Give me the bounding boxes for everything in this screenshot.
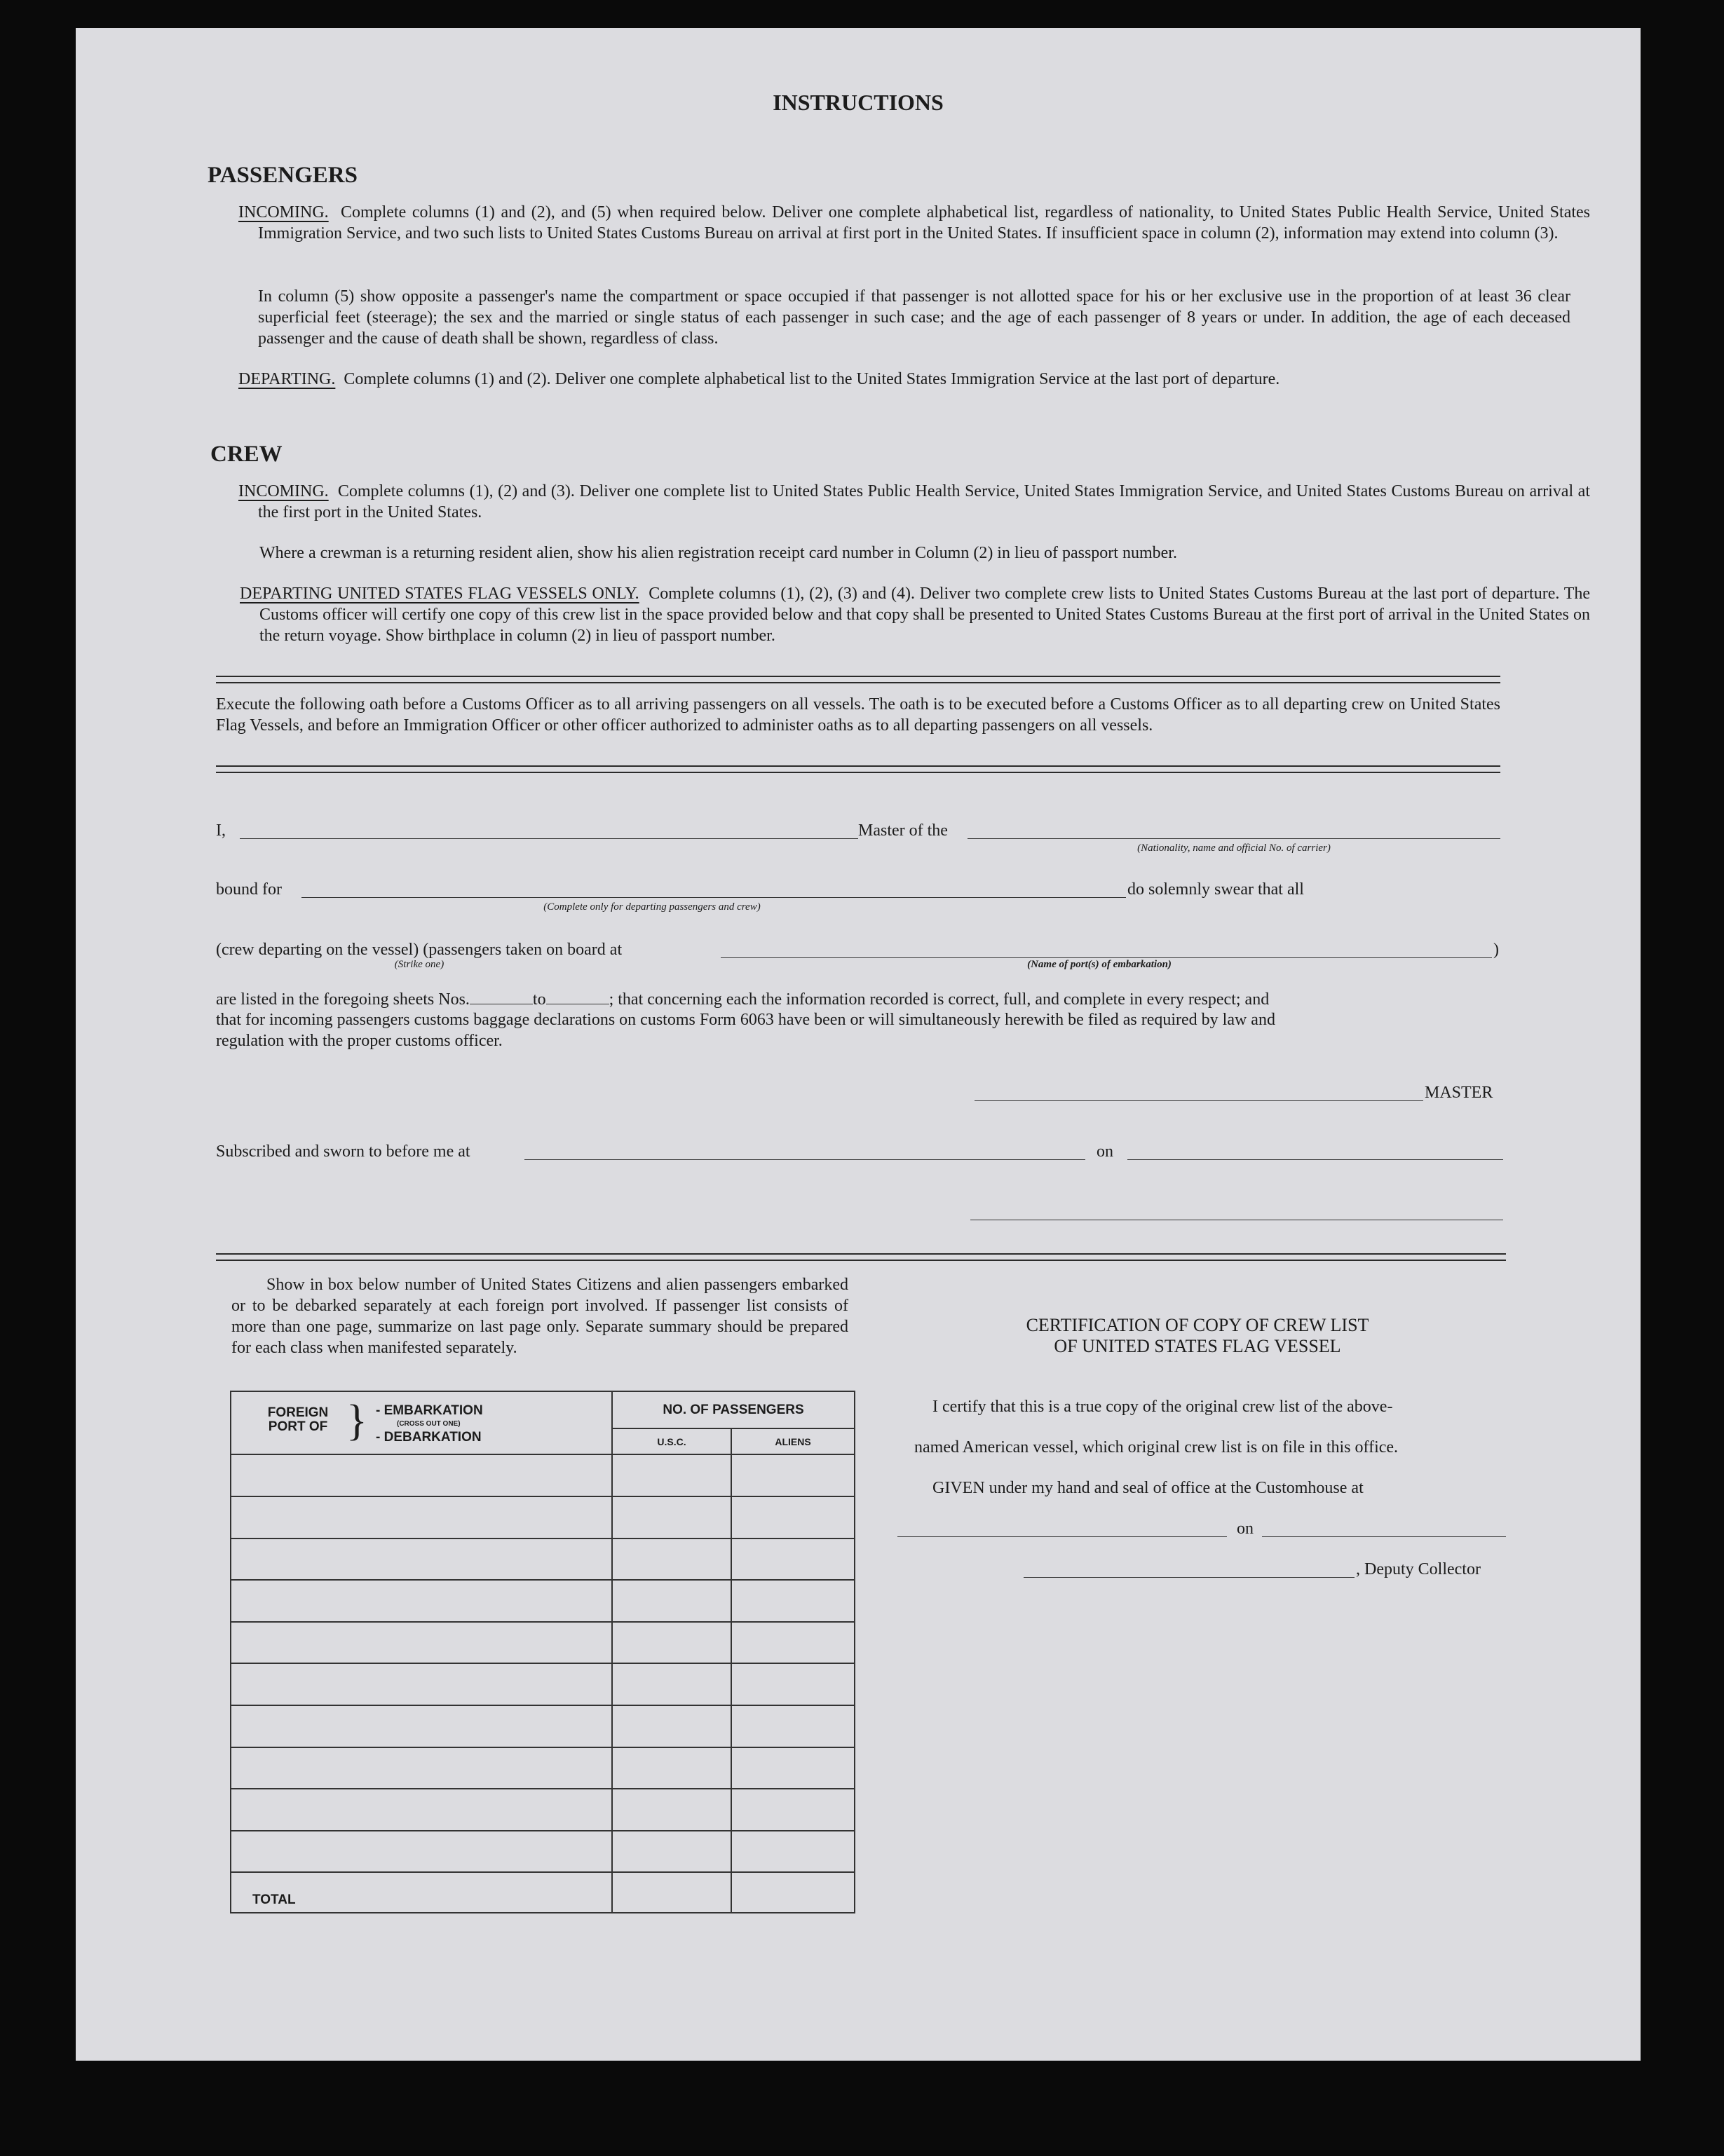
listed-line-3: regulation with the proper customs officer. xyxy=(216,1032,503,1050)
usc-cell[interactable] xyxy=(612,1705,731,1747)
table-row xyxy=(231,1747,855,1789)
passengers-column5-paragraph: In column (5) show opposite a passenger's name the compartment or space occupied if that passenger is not allotted space for his or her exclusive use in the proportion of at least 36 clear superficial feet (steerage); the sex and the married or single status of each passenger in such case; and the age of each passenger of 8 years or under. In addition, the age of each deceased passenger and the cause of death shall be shown, regardless of class. xyxy=(258,287,1570,348)
table-row xyxy=(231,1622,855,1664)
departing-note: (Complete only for departing passengers and crew) xyxy=(543,901,761,913)
aliens-cell[interactable] xyxy=(731,1580,855,1622)
embarkation-label: - EMBARKATION xyxy=(376,1403,483,1418)
sheet-from-field[interactable] xyxy=(470,990,533,1004)
certify-line-1: I certify that this is a true copy of the original crew list of the above- xyxy=(932,1398,1393,1416)
passengers-incoming-text: Complete columns (1) and (2), and (5) when required below. Deliver one complete alphabetical list, regardless of nationality, to United States Public Health Service, United States Immigration Service, and two such lists to United States Customs Bureau on arrival at first port in the United States. If insufficient space in column (2), information may extend into column (3). xyxy=(258,203,1591,243)
strike-one-note: (Strike one) xyxy=(394,959,444,970)
port-note: (Name of port(s) of embarkation) xyxy=(1027,959,1172,970)
debarkation-label: - DEBARKATION xyxy=(376,1430,482,1445)
master-signature-field[interactable] xyxy=(975,1100,1423,1101)
master-name-field[interactable] xyxy=(240,838,858,839)
usc-cell[interactable] xyxy=(612,1496,731,1538)
sheet-to-field[interactable] xyxy=(546,990,609,1004)
passenger-summary-table xyxy=(230,1391,855,1913)
crew-incoming-label: INCOMING. xyxy=(238,482,329,500)
listed-text-a: are listed in the foregoing sheets Nos. xyxy=(216,990,470,1009)
brace-glyph: } xyxy=(346,1397,367,1445)
passengers-departing-paragraph xyxy=(238,369,1590,390)
aliens-total-cell[interactable] xyxy=(731,1872,855,1913)
usc-cell[interactable] xyxy=(612,1454,731,1496)
crew-resident-paragraph: Where a crewman is a returning resident alien, show his alien registration receipt card number in Column (2) in lieu of passport number. xyxy=(259,544,1177,562)
usc-cell[interactable] xyxy=(612,1831,731,1873)
certify-line-2: named American vessel, which original crew list is on file in this office. xyxy=(914,1438,1399,1456)
certification-title-line-1: CERTIFICATION OF COPY OF CREW LIST xyxy=(1026,1315,1369,1335)
port-cell[interactable] xyxy=(231,1747,612,1789)
deputy-signature-field[interactable] xyxy=(1024,1577,1355,1578)
port-cell[interactable] xyxy=(231,1454,612,1496)
bound-for-label: bound for xyxy=(216,880,282,899)
usc-cell[interactable] xyxy=(612,1622,731,1664)
subscribed-label: Subscribed and sworn to before me at xyxy=(216,1142,470,1161)
certification-title-line-2: OF UNITED STATES FLAG VESSEL xyxy=(1054,1336,1341,1356)
deputy-collector-label: , Deputy Collector xyxy=(1356,1560,1481,1578)
aliens-cell[interactable] xyxy=(731,1831,855,1873)
total-label: TOTAL xyxy=(231,1872,612,1913)
listed-text-b: ; that concerning each the information recorded is correct, full, and complete in every respect; and xyxy=(609,990,1270,1009)
aliens-cell[interactable] xyxy=(731,1538,855,1581)
aliens-header: ALIENS xyxy=(731,1428,855,1454)
passengers-incoming-paragraph xyxy=(238,202,1590,244)
listed-line-1 xyxy=(216,990,1506,1009)
certification-date-field[interactable] xyxy=(1262,1536,1506,1537)
sworn-place-field[interactable] xyxy=(524,1159,1085,1160)
listed-to: to xyxy=(532,990,546,1009)
summary-instructions: Show in box below number of United States Citizens and alien passengers embarked or to be debarked separately at each foreign port involved. If passenger list consists of more than one page, summarize on last page only. Separate summary should be prepared for each class when manifested separately. xyxy=(231,1276,848,1357)
port-cell[interactable] xyxy=(231,1538,612,1581)
port-cell[interactable] xyxy=(231,1663,612,1705)
table-row xyxy=(231,1496,855,1538)
passengers-incoming-label: INCOMING. xyxy=(238,203,329,221)
table-row xyxy=(231,1663,855,1705)
double-rule xyxy=(216,676,1500,683)
aliens-cell[interactable] xyxy=(731,1496,855,1538)
crew-incoming-paragraph xyxy=(238,481,1590,523)
usc-total-cell[interactable] xyxy=(612,1872,731,1913)
port-cell[interactable] xyxy=(231,1622,612,1664)
table-row xyxy=(231,1831,855,1873)
aliens-cell[interactable] xyxy=(731,1789,855,1831)
passengers-departing-text: Complete columns (1) and (2). Deliver one complete alphabetical list to the United States Immigration Service at the last port of departure. xyxy=(344,370,1280,388)
table-row xyxy=(231,1705,855,1747)
document-page xyxy=(76,28,1641,2061)
master-of-label: Master of the xyxy=(858,821,948,840)
passengers-departing-label: DEPARTING. xyxy=(238,370,336,388)
swear-label: do solemnly swear that all xyxy=(1127,880,1304,899)
port-cell[interactable] xyxy=(231,1789,612,1831)
crew-flag-label: DEPARTING UNITED STATES FLAG VESSELS ONLY. xyxy=(240,585,639,603)
usc-cell[interactable] xyxy=(612,1663,731,1705)
page-title: INSTRUCTIONS xyxy=(773,90,944,115)
foreign-port-label: FOREIGN PORT OF xyxy=(267,1405,329,1434)
carrier-field[interactable] xyxy=(968,838,1500,839)
certification-title xyxy=(917,1315,1478,1357)
crew-incoming-text: Complete columns (1), (2) and (3). Deliver one complete list to United States Public Health Service, United States Immigration Service, and United States Customs Bureau on arrival at the first port in the United States. xyxy=(258,482,1590,521)
given-line: GIVEN under my hand and seal of office at the Customhouse at xyxy=(932,1479,1364,1497)
table-row xyxy=(231,1789,855,1831)
certification-on-label: on xyxy=(1237,1520,1254,1538)
usc-cell[interactable] xyxy=(612,1580,731,1622)
aliens-cell[interactable] xyxy=(731,1705,855,1747)
usc-cell[interactable] xyxy=(612,1538,731,1581)
port-cell[interactable] xyxy=(231,1705,612,1747)
crew-flag-paragraph xyxy=(240,583,1590,646)
crew-flag-text: Complete columns (1), (2), (3) and (4). Deliver two complete crew lists to United States Customs Bureau at the last port of departure. The Customs officer will certify one copy of this crew list in the space provided below and that copy shall be presented to United States Customs Bureau at the first port of arrival in the United States on the return voyage. Show birthplace in column (2) in lieu of passport number. xyxy=(259,585,1591,645)
aliens-cell[interactable] xyxy=(731,1747,855,1789)
no-passengers-header: NO. OF PASSENGERS xyxy=(612,1391,855,1428)
table-row xyxy=(231,1538,855,1581)
passengers-heading: PASSENGERS xyxy=(208,163,358,188)
port-cell[interactable] xyxy=(231,1831,612,1873)
total-row xyxy=(231,1872,855,1913)
bound-for-field[interactable] xyxy=(301,897,1126,898)
master-label: MASTER xyxy=(1425,1084,1493,1102)
oath-i-label: I, xyxy=(216,821,226,840)
crew-departing-label: (crew departing on the vessel) (passengers taken on board at xyxy=(216,941,623,959)
port-cell[interactable] xyxy=(231,1580,612,1622)
aliens-cell[interactable] xyxy=(731,1622,855,1664)
aliens-cell[interactable] xyxy=(731,1454,855,1496)
double-rule xyxy=(216,765,1500,773)
usc-cell[interactable] xyxy=(612,1789,731,1831)
crew-heading: CREW xyxy=(210,442,283,467)
aliens-cell[interactable] xyxy=(731,1663,855,1705)
carrier-note: (Nationality, name and official No. of carrier) xyxy=(1137,842,1331,854)
usc-header: U.S.C. xyxy=(612,1428,731,1454)
double-rule xyxy=(216,1253,1506,1261)
table-row xyxy=(231,1454,855,1496)
listed-line-2: that for incoming passengers customs baggage declarations on customs Form 6063 have been or will simultaneously herewith be filed as required by law and xyxy=(216,1011,1275,1029)
close-paren: ) xyxy=(1493,941,1499,959)
customhouse-place-field[interactable] xyxy=(897,1536,1227,1537)
usc-cell[interactable] xyxy=(612,1747,731,1789)
sworn-date-field[interactable] xyxy=(1127,1159,1503,1160)
port-header-cell xyxy=(231,1391,612,1454)
table-row xyxy=(231,1580,855,1622)
embarkation-port-field[interactable] xyxy=(721,957,1492,958)
port-cell[interactable] xyxy=(231,1496,612,1538)
sworn-on-label: on xyxy=(1097,1142,1113,1161)
cross-out-note: (CROSS OUT ONE) xyxy=(397,1420,461,1428)
oath-instruction-paragraph: Execute the following oath before a Customs Officer as to all arriving passengers on all vessels. The oath is to be executed before a Customs Officer as to all departing crew on United States Flag Vessels, and before an Immigration Officer or other officer authorized to administer oaths as to all departing passengers on all vessels. xyxy=(216,695,1500,735)
